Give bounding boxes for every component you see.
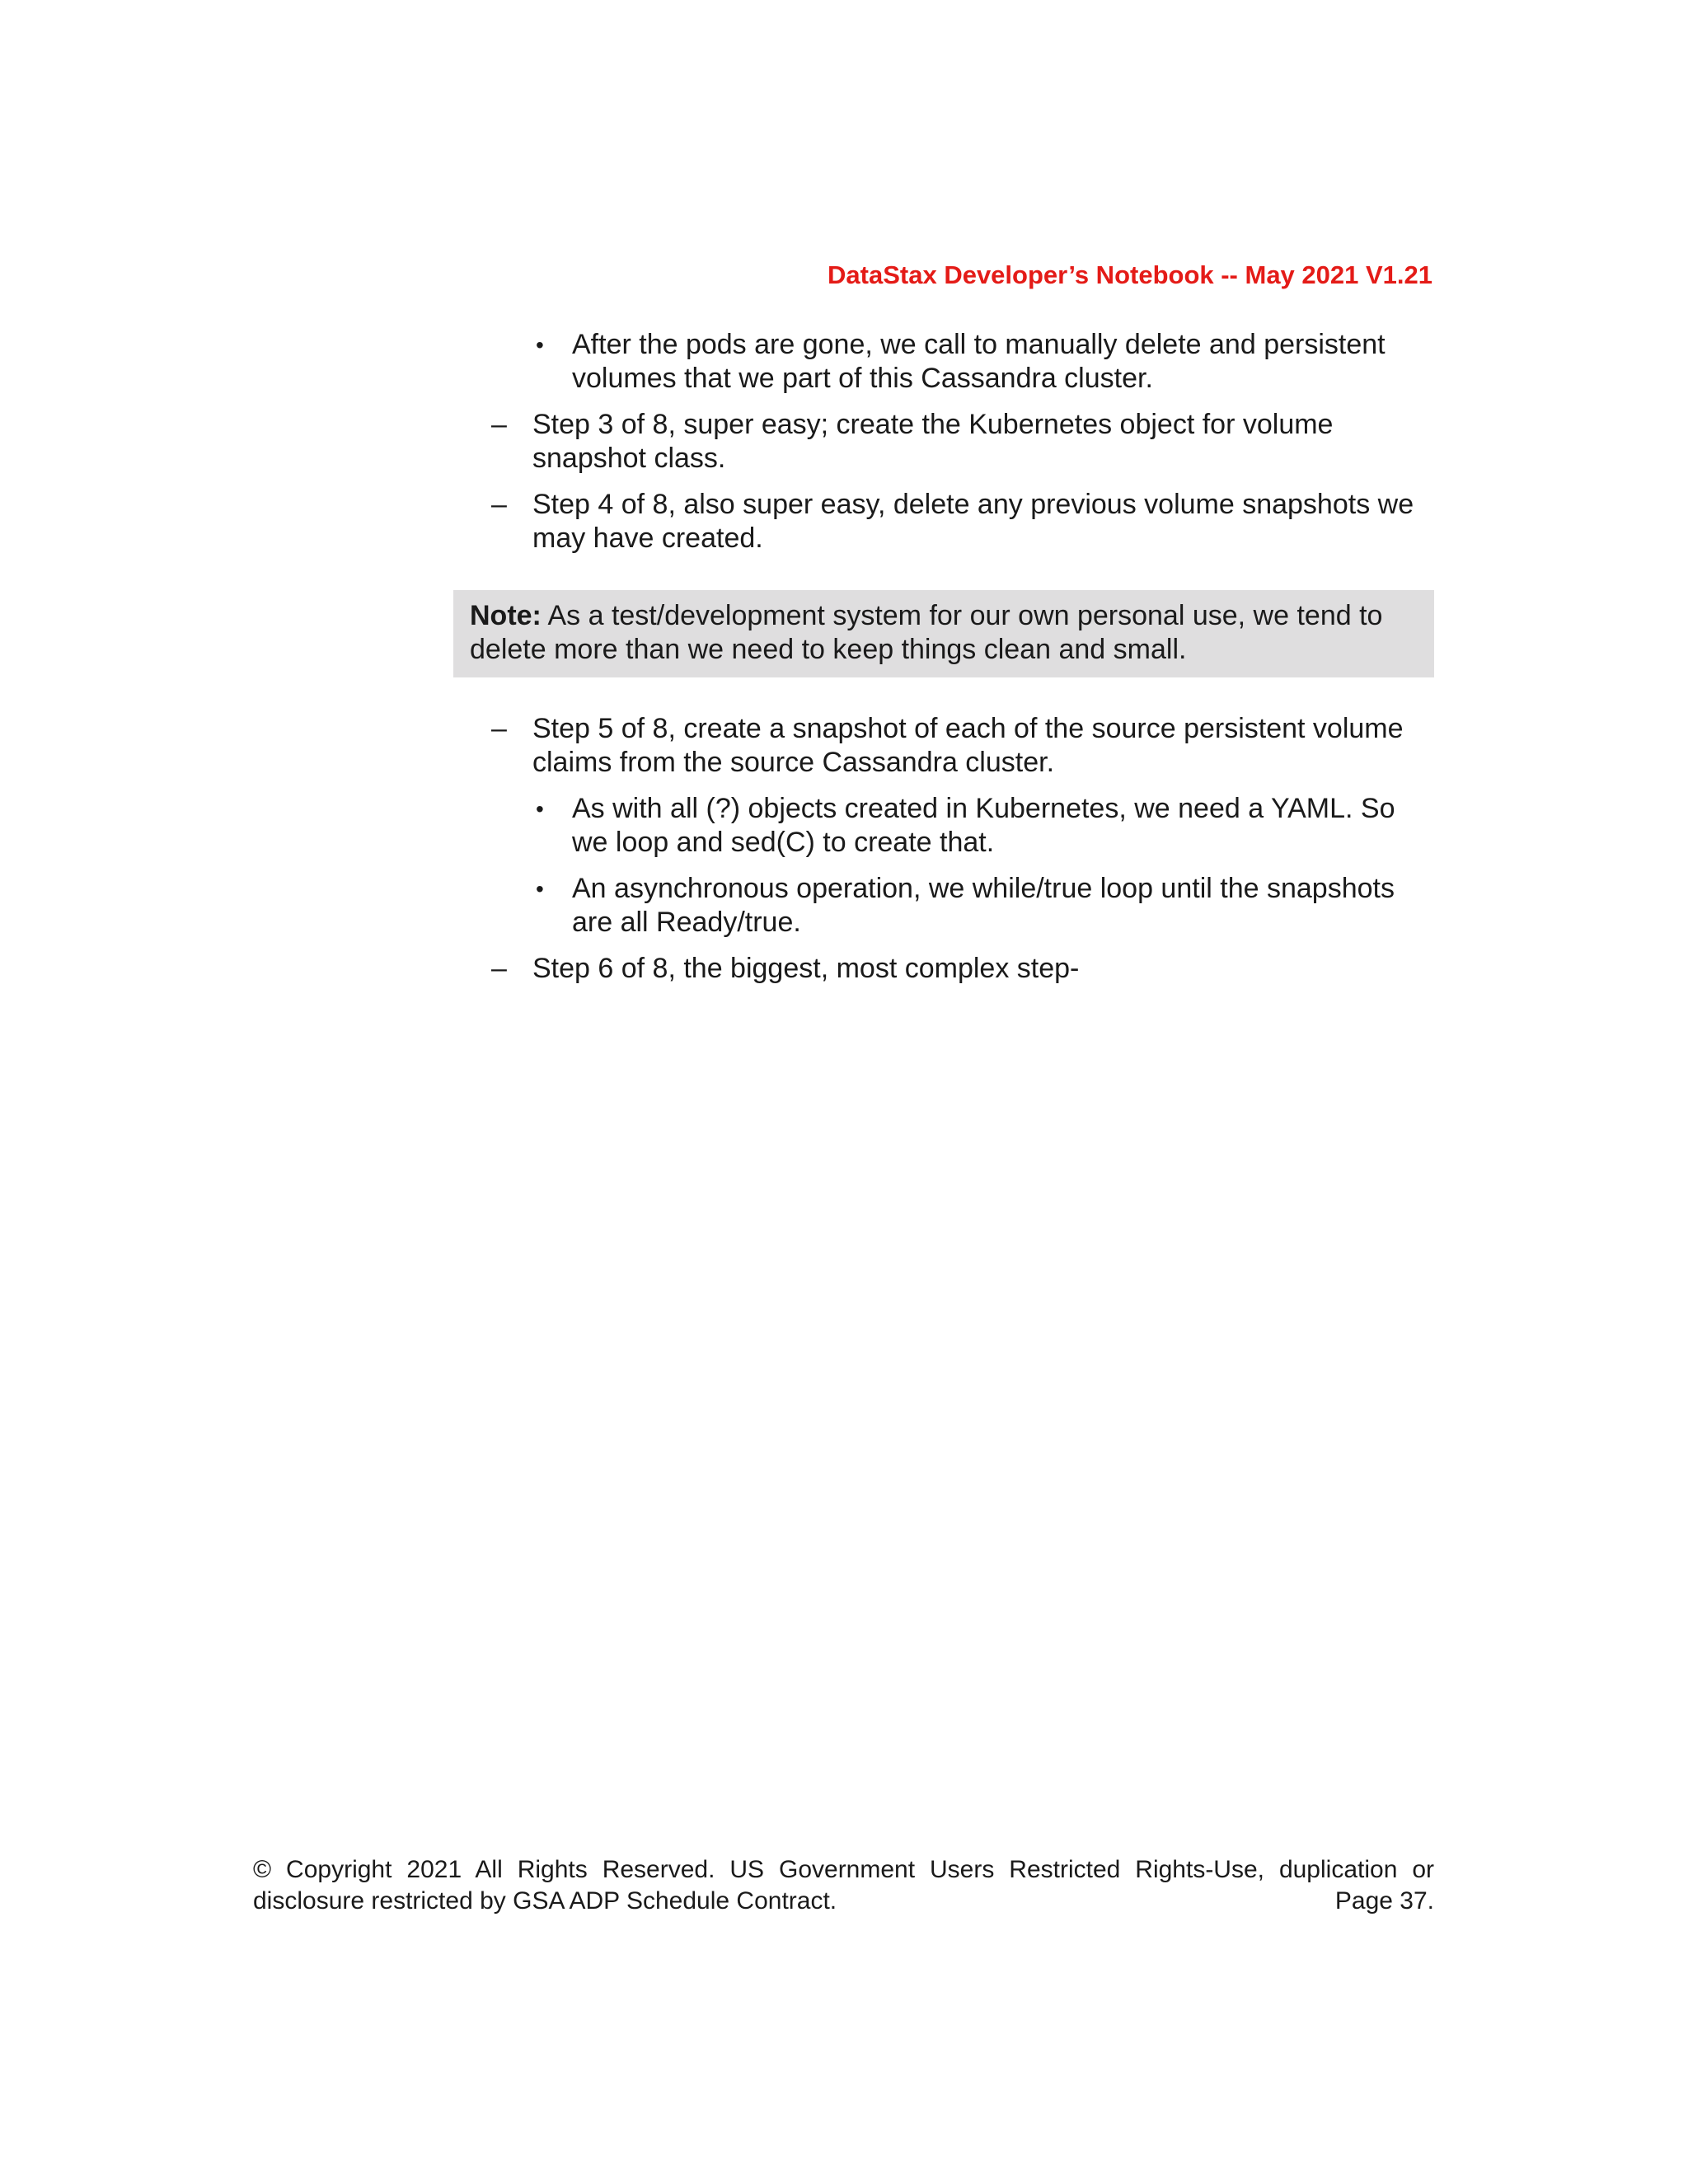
list-item <box>453 328 1434 396</box>
list-item <box>453 792 1434 860</box>
bullet-marker: • <box>536 796 544 822</box>
page-number: Page 37. <box>1334 1887 1434 1915</box>
list-item <box>453 488 1434 555</box>
list-item-text: An asynchronous operation, we while/true loop until the snapshots are all Ready/true. <box>572 873 1395 938</box>
running-header: DataStax Developer’s Notebook -- May 2021 V1.21 <box>828 260 1432 289</box>
list-item-text: Step 3 of 8, super easy; create the Kubernetes object for volume snapshot class. <box>532 409 1334 474</box>
list-item-text: Step 6 of 8, the biggest, most complex step- <box>532 953 1080 984</box>
list-item-text: Step 4 of 8, also super easy, delete any previous volume snapshots we may have created. <box>532 489 1414 554</box>
copyright-continuation: disclosure restricted by GSA ADP Schedule Contract. <box>253 1887 837 1915</box>
list-item <box>453 952 1434 986</box>
list-item <box>453 712 1434 780</box>
note-text: As a test/development system for our own personal use, we tend to delete more than we need to keep things clean and small. <box>470 600 1383 665</box>
dash-marker: – <box>491 409 507 440</box>
page-footer <box>253 1854 1434 1917</box>
note-box <box>453 590 1434 677</box>
copyright-line: © Copyright 2021 All Rights Reserved. US Government Users Restricted Rights-Use, duplication or <box>253 1856 1434 1883</box>
dash-marker: – <box>491 713 507 744</box>
dash-marker: – <box>491 489 507 520</box>
page-body <box>453 328 1434 998</box>
list-item <box>453 408 1434 476</box>
list-item-text: After the pods are gone, we call to manually delete and persistent volumes that we part of this Cassandra cluster. <box>572 329 1386 394</box>
list-item-text: As with all (?) objects created in Kubernetes, we need a YAML. So we loop and sed(C) to create that. <box>572 793 1395 858</box>
list-item <box>453 872 1434 940</box>
dash-marker: – <box>491 953 507 984</box>
list-item-text: Step 5 of 8, create a snapshot of each of the source persistent volume claims from the source Cassandra cluster. <box>532 713 1404 778</box>
footer-line <box>253 1886 1434 1917</box>
note-label: Note: <box>470 600 542 631</box>
bullet-marker: • <box>536 876 544 902</box>
bullet-marker: • <box>536 332 544 358</box>
